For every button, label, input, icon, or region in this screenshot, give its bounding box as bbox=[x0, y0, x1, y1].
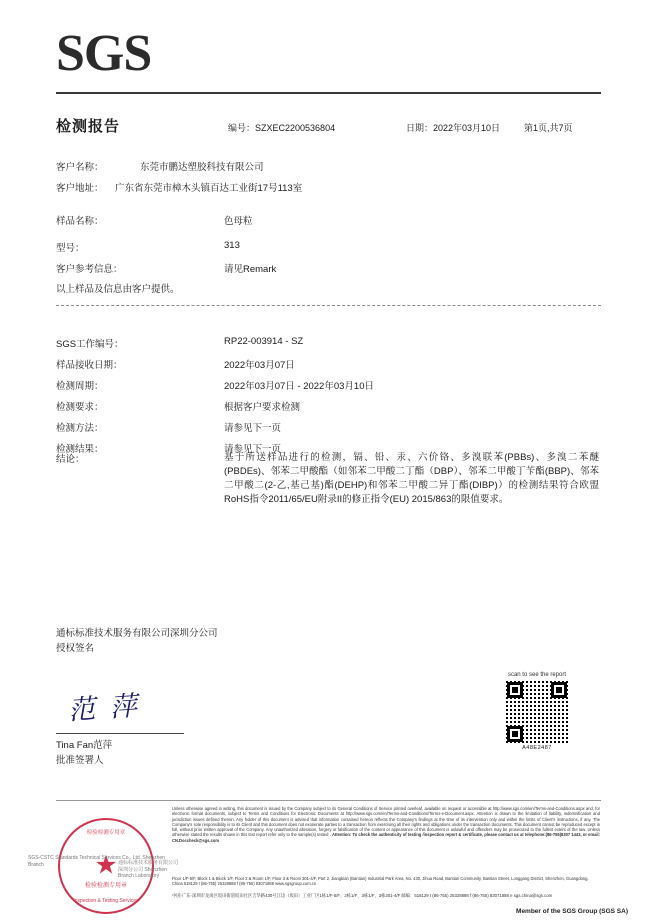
gray-stamp-right: 通标标准技术服务有限公司深圳分公司 Shenzhen Branch Laboratory bbox=[118, 860, 179, 879]
test-period-value: 2022年03月07日 - 2022年03月10日 bbox=[224, 381, 374, 392]
provided-note: 以上样品及信息由客户提供。 bbox=[56, 284, 180, 295]
sgs-group-member: Member of the SGS Group (SGS SA) bbox=[516, 908, 628, 915]
client-reference-label: 客户参考信息： bbox=[56, 264, 123, 275]
footer-attention: Attention: To check the authenticity of testing /inspection report & certificate, please contact us at telephone:(86-755)8307 1443, or email: CN.Doccheck@sgs.com bbox=[172, 832, 600, 843]
qr-code-icon[interactable] bbox=[505, 680, 569, 744]
sample-model-value: 313 bbox=[224, 240, 240, 251]
sample-name-label: 样品名称： bbox=[56, 216, 104, 227]
test-period-label: 检测周期： bbox=[56, 381, 104, 392]
signer-role: 批准签署人 bbox=[56, 755, 104, 766]
test-requirement-label: 检测要求： bbox=[56, 402, 104, 413]
sgs-logo: SGS bbox=[56, 25, 152, 82]
qr-block bbox=[504, 672, 570, 751]
report-date bbox=[406, 121, 500, 134]
footer-address-cn-text: 中国·广东·深圳市龙岗区坂田街道坂田社区吉华路430号江边（坂田）工业厂区1栋1/F-5/F、2栋1/F、3栋1/F、3栋301-4/F 邮编：518129 bbox=[172, 893, 429, 898]
client-name-value: 东莞市鹏达塑胶科技有限公司 bbox=[140, 162, 264, 173]
signer-block bbox=[56, 738, 112, 768]
issuing-company-name: 通标标准技术服务有限公司深圳分公司 bbox=[56, 628, 218, 639]
report-date-value: 2022年03月10日 bbox=[433, 123, 501, 133]
report-date-label: 日期： bbox=[406, 123, 434, 133]
qr-caption: scan to see the report bbox=[507, 672, 567, 678]
signer-name: Tina Fan范萍 bbox=[56, 740, 113, 751]
test-requirement-value: 根据客户要求检测 bbox=[224, 402, 301, 413]
report-number-label: 编号： bbox=[228, 123, 256, 133]
report-number bbox=[228, 121, 335, 134]
conclusion-text: 基于所送样品进行的检测，镉、铅、汞、六价铬、多溴联苯(PBBs)、多溴二苯醚(PBDEs)、邻苯二甲酸酯（如邻苯二甲酸二丁酯（DBP）、邻苯二甲酸丁苄酯(BBP)、邻苯二甲酸二(2-乙,基己基)酯(DEHP)和邻苯二甲酸二异丁酯(DIBP)）的检测结果符合欧盟RoHS指令2011/65/EU附录II的修正指令(EU) 2015/863的限值要求。 bbox=[224, 452, 599, 505]
footer-legal-text bbox=[172, 806, 600, 843]
red-stamp-bottom-text: Inspection & Testing Services bbox=[73, 898, 139, 904]
sample-received-date-label: 样品接收日期： bbox=[56, 360, 123, 371]
client-address-value: 广东省东莞市樟木头镇百达工业街17号113室 bbox=[115, 183, 303, 194]
footer-legal-body: Unless otherwise agreed in writing, this document is issued by the Company subject to its General Conditions of Service printed overleaf, available on request or accessible at http://www.sgs.com/en/Terms-and-Conditions.aspx and, for electronic format documents, subject to Terms and Conditions for Electronic Documents at http://www.sgs.com/en/Terms-and-Conditions/Terms-e-Document.aspx. Attention is drawn to the limitation of liability, indemnification and jurisdiction issues defined therein. Any holder of this document is advised that information contained hereon reflects the Company's findings at the time of its intervention only and within the limits of Client's instructions, if any. The Company's sole responsibility is to its Client and this document does not exonerate parties to a transaction from exercising all their rights and obligations under the transaction documents. This document cannot be reproduced except in full, without prior written approval of the Company. Any unauthorized alteration, forgery or falsification of the content or appearance of this document is unlawful and offenders may be prosecuted to the fullest extent of the law. Unless otherwise stated the results shown in this test report refer only to the sample(s) tested . bbox=[172, 806, 600, 838]
conclusion-label: 结论： bbox=[56, 454, 85, 465]
footer-address-cn-tel: t (86-755) 25328888 f (86-755) 83071888 e sgs.china@sgs.com bbox=[429, 893, 553, 898]
qr-code-id: A48E2487 bbox=[522, 745, 552, 751]
gray-stamp-left: SGS-CSTC Standards Technical Services Co., Ltd. Shenzhen Branch bbox=[28, 855, 165, 868]
page-count: 第1页,共7页 bbox=[524, 123, 573, 133]
report-number-value: SZXEC2200536804 bbox=[255, 123, 336, 133]
sgs-job-no-label: SGS工作编号： bbox=[56, 339, 124, 350]
test-method-value: 请参见下一页 bbox=[224, 423, 282, 434]
red-stamp-top-text: 检验检测专用章 bbox=[86, 830, 126, 836]
section-divider-top bbox=[56, 305, 601, 306]
page-title: 检测报告 bbox=[56, 118, 121, 135]
test-result-value: 请参见下一页 bbox=[224, 444, 282, 455]
client-address-label: 客户地址： bbox=[56, 183, 104, 194]
footer-address-cn bbox=[172, 893, 600, 899]
star-icon: ★ bbox=[94, 849, 118, 880]
footer-divider bbox=[56, 800, 601, 801]
client-reference-value: 请见Remark bbox=[224, 264, 277, 275]
authorized-signature-label: 授权签名 bbox=[56, 643, 95, 654]
client-name-label: 客户名称： bbox=[56, 162, 104, 173]
issuing-company bbox=[56, 626, 218, 656]
header-divider bbox=[56, 92, 601, 94]
footer-address-en-text: Floor 1/F-5/F, Block 1 & Block 1/F, Floor 2 & Room 1/F, Floor 3 & Room 301-4/F, Part 2, Jiangbian (Bantian) Industrial Park Area, No. 430, Jihua Road, Bantian Community, Bantian Street, Longgang District, Shenzhen, Guangdong, China 518129 bbox=[172, 876, 589, 887]
test-result-label: 检测结果： bbox=[56, 444, 104, 455]
red-stamp-mid-text: 检验检测专用章 bbox=[84, 883, 127, 889]
sample-name-value: 色母粒 bbox=[224, 216, 253, 227]
signature-line bbox=[56, 733, 184, 734]
handwritten-signature: 范 萍 bbox=[67, 690, 142, 726]
sample-model-label: 型号： bbox=[56, 243, 85, 254]
test-method-label: 检测方法： bbox=[56, 423, 104, 434]
sgs-job-no-value: RP22-003914 - SZ bbox=[224, 336, 304, 347]
footer-address-en-tel: t (86-755) 25328888 f (86-755) 83071888 www.sgsgroup.com.cn bbox=[198, 881, 317, 887]
footer-address-en bbox=[172, 876, 600, 887]
sample-received-date-value: 2022年03月07日 bbox=[224, 360, 295, 371]
